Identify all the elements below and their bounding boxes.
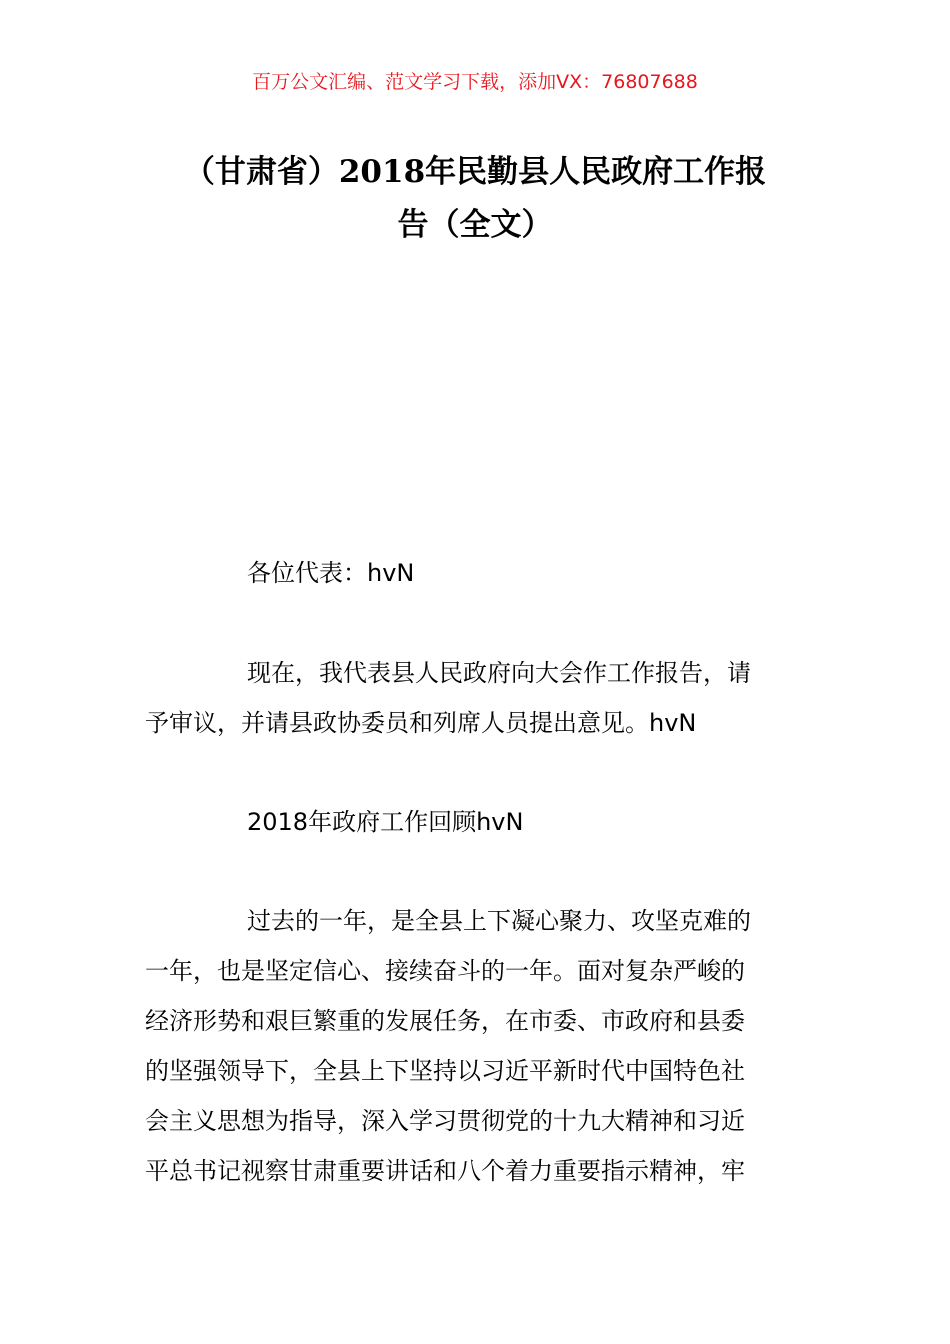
review-paragraph	[145, 896, 805, 1196]
review-line-1: 过去的一年，是全县上下凝心聚力、攻坚克难的	[247, 907, 751, 935]
review-line-5: 会主义思想为指导，深入学习贯彻党的十九大精神和习近	[145, 1107, 745, 1135]
section-heading-text: 2018年政府工作回顾hvN	[247, 808, 524, 836]
intro-line-2: 予审议，并请县政协委员和列席人员提出意见。hvN	[145, 709, 697, 737]
salutation-paragraph	[145, 548, 805, 598]
review-line-6: 平总书记视察甘肃重要讲话和八个着力重要指示精神，牢	[145, 1157, 745, 1185]
review-line-3: 经济形势和艰巨繁重的发展任务，在市委、市政府和县委	[145, 1007, 745, 1035]
salutation-text: 各位代表：hvN	[247, 559, 415, 587]
document-title-line-2: 告（全文）	[397, 207, 553, 243]
intro-paragraph	[145, 648, 805, 748]
review-line-2: 一年，也是坚定信心、接续奋斗的一年。面对复杂严峻的	[145, 957, 745, 985]
document-title-line-1: （甘肃省）2018年民勤县人民政府工作报	[183, 154, 767, 190]
header-watermark-note: 百万公文汇编、范文学习下载，添加VX：76807688	[252, 71, 698, 93]
section-heading-paragraph	[145, 797, 805, 847]
intro-line-1: 现在，我代表县人民政府向大会作工作报告，请	[247, 659, 751, 687]
document-title	[145, 146, 805, 252]
review-line-4: 的坚强领导下，全县上下坚持以习近平新时代中国特色社	[145, 1057, 745, 1085]
